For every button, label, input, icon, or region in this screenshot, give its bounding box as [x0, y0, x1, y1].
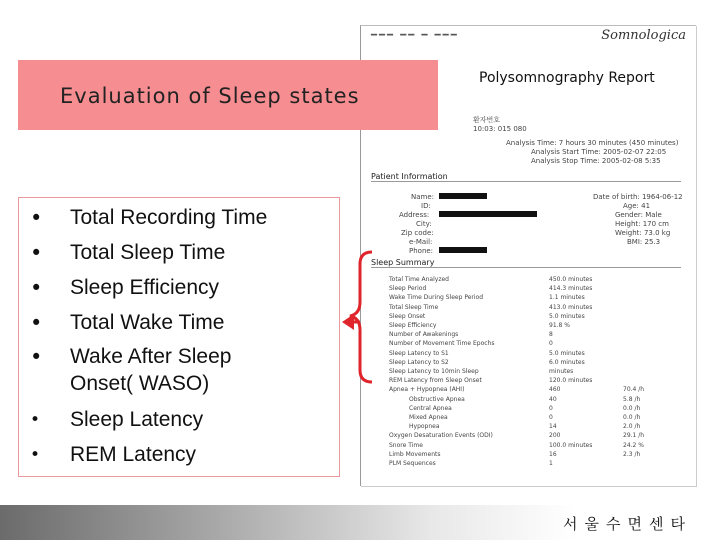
- report-analysis-stop: Analysis Stop Time: 2005-02-08 5:35: [531, 157, 661, 165]
- summary-row-rate: 29.1 /h: [623, 432, 645, 440]
- slide-title: Evaluation of Sleep states: [60, 84, 360, 108]
- bullet-total-wake-time: Total Wake Time: [70, 311, 225, 334]
- summary-row-rate: 24.2 %: [623, 441, 644, 449]
- summary-row-rate: 0.0 /h: [623, 414, 641, 421]
- summary-row-label: Snore Time: [389, 441, 423, 449]
- patient-label-id: ID:: [421, 202, 431, 210]
- patient-label-name: Name:: [411, 193, 435, 201]
- patient-weight: Weight: 73.0 kg: [615, 229, 671, 237]
- summary-row-label: Total Sleep Time: [389, 303, 439, 311]
- bullet-sleep-latency: Sleep Latency: [70, 408, 204, 431]
- bullet-waso-line-2: Onset( WASO): [70, 372, 210, 395]
- redaction-bar: [439, 247, 487, 253]
- summary-row-value: 40: [549, 395, 557, 403]
- summary-row-label: Sleep Period: [389, 285, 427, 293]
- summary-row-label: Sleep Onset: [389, 312, 426, 320]
- summary-row-rate: 2.3 /h: [623, 450, 641, 458]
- summary-row-value: 1.1 minutes: [549, 294, 585, 302]
- summary-row-value: 1: [549, 460, 553, 467]
- summary-row-value: 8: [549, 331, 553, 339]
- patient-label-address: Address:: [399, 211, 430, 219]
- summary-row-label: Central Apnea: [409, 404, 452, 412]
- patient-height: Height: 170 cm: [615, 220, 669, 228]
- summary-row-rate: 2.0 /h: [623, 423, 641, 431]
- summary-row-label: Number of Awakenings: [389, 331, 459, 339]
- bullet-marker: •: [30, 410, 41, 430]
- summary-row-value: 0: [549, 414, 553, 421]
- summary-row-value: 16: [549, 450, 557, 458]
- summary-row-label: Oxygen Desaturation Events (ODI): [389, 432, 493, 440]
- footer-label: 서울수면센타: [563, 515, 692, 533]
- patient-info-heading: Patient Information: [371, 172, 681, 182]
- summary-row-value: 460: [549, 386, 561, 394]
- patient-bmi: BMI: 25.3: [627, 238, 661, 246]
- patient-label-zip: Zip code:: [401, 229, 434, 237]
- summary-row-label: Sleep Latency to S1: [389, 349, 449, 357]
- bullet-marker: •: [30, 345, 43, 369]
- bullet-marker: •: [30, 445, 41, 465]
- summary-row-label: Number of Movement Time Epochs: [389, 340, 495, 348]
- report-analysis-start: Analysis Start Time: 2005-02-07 22:05: [531, 148, 667, 156]
- summary-row-label: Obstructive Apnea: [409, 395, 465, 403]
- bullet-marker: •: [30, 206, 43, 230]
- report-header-line-2: 10:03: 015 080: [473, 125, 527, 133]
- summary-row-rate: 70.4 /h: [623, 386, 645, 394]
- redaction-bar: [439, 211, 537, 217]
- summary-row-label: Wake Time During Sleep Period: [389, 294, 484, 302]
- summary-row-value: 14: [549, 423, 557, 431]
- summary-row-value: 413.0 minutes: [549, 303, 593, 311]
- summary-row-value: 91.8 %: [549, 322, 570, 329]
- summary-row-value: 200: [549, 432, 561, 440]
- summary-row-value: 0: [549, 404, 553, 412]
- summary-row-value: 120.0 minutes: [549, 377, 593, 385]
- summary-row-label: Hypopnea: [409, 423, 440, 431]
- summary-row-label: Sleep Latency to S2: [389, 358, 449, 366]
- patient-label-email: e-Mail:: [409, 238, 433, 246]
- summary-row-label: Sleep Efficiency: [389, 322, 437, 329]
- summary-row-label: Total Time Analyzed: [389, 276, 449, 283]
- summary-row-label: REM Latency from Sleep Onset: [389, 377, 482, 385]
- bullet-waso-line-1: Wake After Sleep: [70, 345, 232, 368]
- bullet-panel: [18, 197, 340, 477]
- patient-label-city: City:: [416, 220, 432, 228]
- bullet-total-sleep-time: Total Sleep Time: [70, 241, 226, 264]
- summary-row-label: Apnea + Hypopnea (AHI): [389, 386, 465, 394]
- summary-row-label: PLM Sequences: [389, 460, 436, 467]
- summary-row-value: 100.0 minutes: [549, 441, 593, 449]
- report-analysis-time: Analysis Time: 7 hours 30 minutes (450 minutes): [506, 139, 679, 147]
- summary-row-label: Limb Movements: [389, 450, 441, 458]
- sleep-summary-heading: Sleep Summary: [371, 258, 681, 268]
- bullet-rem-latency: REM Latency: [70, 443, 197, 466]
- red-bracket-arrow: [340, 250, 380, 385]
- patient-age: Age: 41: [623, 202, 651, 210]
- summary-row-rate: 5.8 /h: [623, 395, 641, 403]
- redaction-bar: [439, 193, 487, 199]
- summary-row-value: 6.0 minutes: [549, 358, 585, 366]
- summary-row-value: 5.0 minutes: [549, 349, 585, 357]
- patient-gender: Gender: Male: [615, 211, 662, 219]
- summary-row-value: 450.0 minutes: [549, 276, 593, 283]
- bullet-total-recording-time: Total Recording Time: [70, 206, 268, 229]
- summary-row-value: 414.3 minutes: [549, 285, 593, 293]
- bullet-marker: •: [30, 311, 43, 335]
- patient-label-phone: Phone:: [409, 247, 434, 255]
- patient-dob: Date of birth: 1964-06-12: [593, 193, 683, 201]
- summary-row-value: 5.0 minutes: [549, 312, 585, 320]
- summary-row-label: Sleep Latency to 10min Sleep: [389, 368, 479, 375]
- bullet-sleep-efficiency: Sleep Efficiency: [70, 276, 220, 299]
- report-brand: Somnologica: [601, 28, 686, 43]
- report-header-line-1: 환자번호: [473, 116, 501, 124]
- report-top-line: ━━━ ━━ ━ ━━━: [371, 30, 459, 41]
- report-title: Polysomnography Report: [479, 70, 655, 86]
- summary-row-rate: 0.0 /h: [623, 404, 641, 412]
- bullet-marker: •: [30, 241, 43, 265]
- summary-row-value: minutes: [549, 368, 574, 375]
- bullet-marker: •: [30, 276, 43, 300]
- summary-row-label: Mixed Apnea: [409, 414, 448, 421]
- summary-row-value: 0: [549, 340, 553, 348]
